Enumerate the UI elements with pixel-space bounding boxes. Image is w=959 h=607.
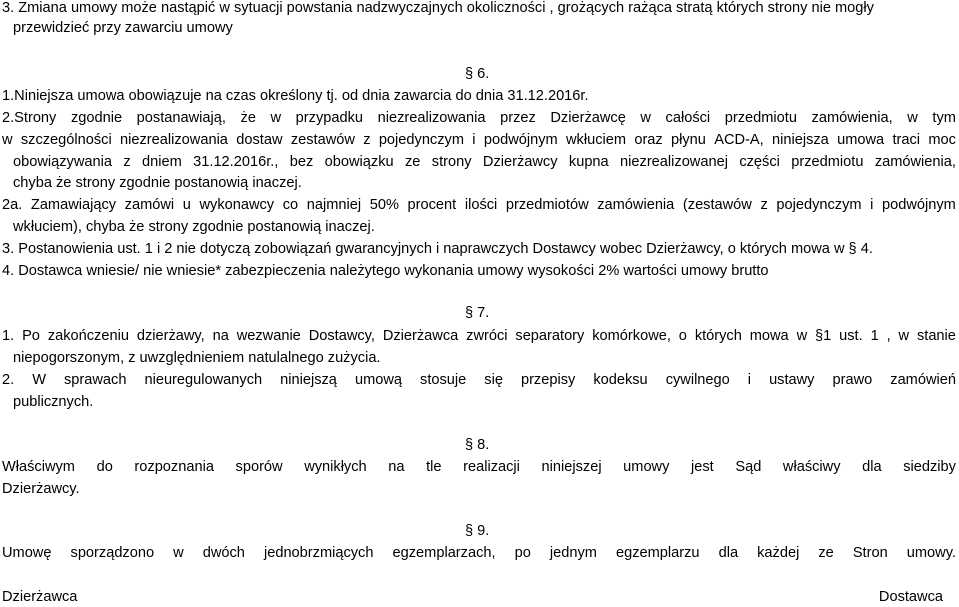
- word: i: [472, 132, 476, 148]
- word: 1: [870, 328, 879, 344]
- section-7-heading: § 7.: [465, 305, 490, 321]
- word: Po: [22, 328, 40, 344]
- section-6-item-4: 4. Dostawca wniesie/ nie wniesie* zabezpieczenia należytego wykonania umowy wysokości 2% wartości umowy brutto: [2, 263, 769, 279]
- section-7-item-2-line-2: publicznych.: [13, 394, 94, 410]
- word: komórkowe,: [592, 328, 671, 344]
- word: co: [282, 197, 299, 213]
- word: jednobrzmiących: [263, 545, 374, 561]
- word: właściwy: [782, 459, 841, 475]
- word: Dzierżawcy: [482, 154, 558, 170]
- word: przedmiotu: [724, 110, 797, 126]
- section-9-heading: § 9.: [465, 523, 490, 539]
- word: przepisy: [520, 372, 576, 388]
- word: wezwanie: [236, 328, 301, 344]
- word: postanawiają,: [136, 110, 226, 126]
- word: 1.: [2, 328, 15, 344]
- word: w: [907, 110, 918, 126]
- word: całości: [665, 110, 711, 126]
- word: egzemplarzu: [615, 545, 700, 561]
- word: podwójnym: [483, 132, 558, 148]
- section-6-item-2a-line-2: wkłuciem), chyba że strony zgodnie postanowią inaczej.: [13, 219, 375, 235]
- word: Dostawcy,: [308, 328, 375, 344]
- word: dniem: [142, 154, 182, 170]
- word: wynikłych: [304, 459, 367, 475]
- word: z: [123, 154, 131, 170]
- word: że: [240, 110, 256, 126]
- section-7-item-1-line-2: niepogorszonym, z uwzględnieniem natulalnego zużycia.: [13, 350, 381, 366]
- word: wkłuciem: [566, 132, 627, 148]
- section-8-heading: § 8.: [465, 437, 490, 453]
- word: do: [96, 459, 113, 475]
- word: najmniej: [306, 197, 362, 213]
- word: oraz: [634, 132, 663, 148]
- section-6-item-2-line-3: [13, 153, 956, 172]
- word: separatory: [515, 328, 585, 344]
- word: 31.12.2016r.,: [193, 154, 279, 170]
- word: sporów: [235, 459, 283, 475]
- word: stosuje: [420, 372, 467, 388]
- section-6-item-2-line-4: chyba że strony zgodnie postanowią inaczej.: [13, 175, 302, 191]
- section-6-item-2a-line-1: [2, 196, 956, 215]
- word: strony: [431, 154, 472, 170]
- word: Dzierżawcę: [550, 110, 626, 126]
- word: niezrealizowania: [120, 132, 228, 148]
- word: sporządzono: [70, 545, 155, 561]
- word: niezrealizowanej: [620, 154, 728, 170]
- word: ust.: [839, 328, 863, 344]
- word: dla: [718, 545, 739, 561]
- word: kodeksu: [593, 372, 648, 388]
- word: jest: [691, 459, 714, 475]
- word: §1: [815, 328, 832, 344]
- word: umowy.: [906, 545, 956, 561]
- signature-left-dzierzawca: Dzierżawca: [2, 589, 78, 605]
- word: w: [898, 328, 910, 344]
- word: przypadku: [295, 110, 364, 126]
- word: sprawach: [63, 372, 127, 388]
- word: przez: [500, 110, 536, 126]
- word: ze: [405, 154, 421, 170]
- word: Umowę: [2, 545, 52, 561]
- word: Zamawiający: [30, 197, 117, 213]
- word: egzemplarzach,: [392, 545, 496, 561]
- word: ze: [818, 545, 834, 561]
- word: 50%: [369, 197, 399, 213]
- word: dwóch: [202, 545, 245, 561]
- word: zamówienia,: [811, 110, 893, 126]
- word: 2.Strony: [2, 110, 57, 126]
- word: przedmiotu: [791, 154, 864, 170]
- word: w: [2, 132, 13, 148]
- word: dostaw: [236, 132, 283, 148]
- word: przedmiotów: [505, 197, 589, 213]
- word: umowa: [837, 132, 885, 148]
- section-6-item-3: 3. Postanowienia ust. 1 i 2 nie dotyczą zobowiązań gwarancyjnych i naprawczych Dostawcy wobec Dzierżawcy, o których mowa w § 4.: [2, 241, 873, 257]
- word: obowiązku: [324, 154, 394, 170]
- word: niniejsza: [772, 132, 829, 148]
- word: umowy: [623, 459, 670, 475]
- word: na: [212, 328, 229, 344]
- word: i: [870, 197, 874, 213]
- word: kupna: [568, 154, 609, 170]
- section-8-line-1: [2, 458, 956, 477]
- word: procent: [407, 197, 457, 213]
- word: po: [514, 545, 531, 561]
- word: niezrealizowania: [377, 110, 486, 126]
- word: wykonawcy: [199, 197, 275, 213]
- word: Sąd: [735, 459, 762, 475]
- word: w: [173, 545, 184, 561]
- word: Stron: [852, 545, 888, 561]
- section-5-item-3-line-2: przewidzieć przy zawarciu umowy: [13, 20, 233, 36]
- word: zgodnie: [70, 110, 123, 126]
- word: podwójnym: [882, 197, 956, 213]
- section-7-item-1-line-1: [2, 327, 956, 346]
- word: płynu: [671, 132, 706, 148]
- word: (zestawów: [682, 197, 752, 213]
- section-6-item-2-line-1: [2, 109, 956, 128]
- word: pojedynczym: [378, 132, 464, 148]
- word: na: [388, 459, 405, 475]
- word: się: [484, 372, 503, 388]
- word: dzierżawy,: [136, 328, 205, 344]
- word: siedziby: [903, 459, 956, 475]
- word: obowiązywania: [13, 154, 112, 170]
- word: zwróci: [466, 328, 508, 344]
- word: o: [678, 328, 687, 344]
- word: ACD-A,: [714, 132, 764, 148]
- word: zamówień: [890, 372, 956, 388]
- word: mowa: [749, 328, 789, 344]
- word: szczególności: [20, 132, 112, 148]
- word: jednym: [549, 545, 597, 561]
- word: zakończeniu: [47, 328, 129, 344]
- word: bez: [289, 154, 314, 170]
- word: każdej: [757, 545, 800, 561]
- word: zamówienia,: [874, 154, 956, 170]
- word: nieuregulowanych: [144, 372, 263, 388]
- section-6-item-1: 1.Niniejsza umowa obowiązuje na czas określony tj. od dnia zawarcia do dnia 31.12.2016r.: [2, 88, 589, 104]
- word: W: [32, 372, 46, 388]
- word: rozpoznania: [134, 459, 214, 475]
- word: 2.: [2, 372, 15, 388]
- word: zamówi: [124, 197, 175, 213]
- word: prawo: [832, 372, 873, 388]
- word: traci: [892, 132, 921, 148]
- word: 2a.: [2, 197, 23, 213]
- word: umową: [354, 372, 402, 388]
- word: tym: [932, 110, 956, 126]
- word: zamówienia: [597, 197, 675, 213]
- word: pojedynczym: [776, 197, 862, 213]
- word: ilości: [464, 197, 498, 213]
- word: moc: [928, 132, 956, 148]
- word: w: [796, 328, 808, 344]
- word: Dzierżawca: [382, 328, 459, 344]
- word: z: [363, 132, 371, 148]
- word: cywilnego: [665, 372, 730, 388]
- section-6-heading: § 6.: [465, 66, 490, 82]
- word: ,: [886, 328, 891, 344]
- word: niniejszej: [541, 459, 602, 475]
- section-9-line-1: [2, 544, 956, 563]
- word: i: [747, 372, 752, 388]
- word: stanie: [916, 328, 956, 344]
- word: ustawy: [769, 372, 815, 388]
- word: w: [640, 110, 651, 126]
- section-8-line-2: Dzierżawcy.: [2, 481, 80, 497]
- word: w: [270, 110, 282, 126]
- word: Właściwym: [2, 459, 75, 475]
- section-6-item-2-line-2: [2, 131, 956, 150]
- word: dla: [862, 459, 882, 475]
- word: zestawów: [290, 132, 355, 148]
- signature-right-dostawca: Dostawca: [878, 589, 943, 605]
- word: z: [760, 197, 768, 213]
- section-5-item-3-line-1: 3. Zmiana umowy może nastąpić w sytuacji powstania nadzwyczajnych okoliczności , grożących rażąca stratą których strony nie mogły: [2, 0, 874, 16]
- word: niniejszą: [280, 372, 337, 388]
- word: realizacji: [463, 459, 520, 475]
- word: których: [694, 328, 742, 344]
- section-7-item-2-line-1: [2, 371, 956, 390]
- word: tle: [426, 459, 442, 475]
- word: części: [739, 154, 780, 170]
- word: u: [182, 197, 191, 213]
